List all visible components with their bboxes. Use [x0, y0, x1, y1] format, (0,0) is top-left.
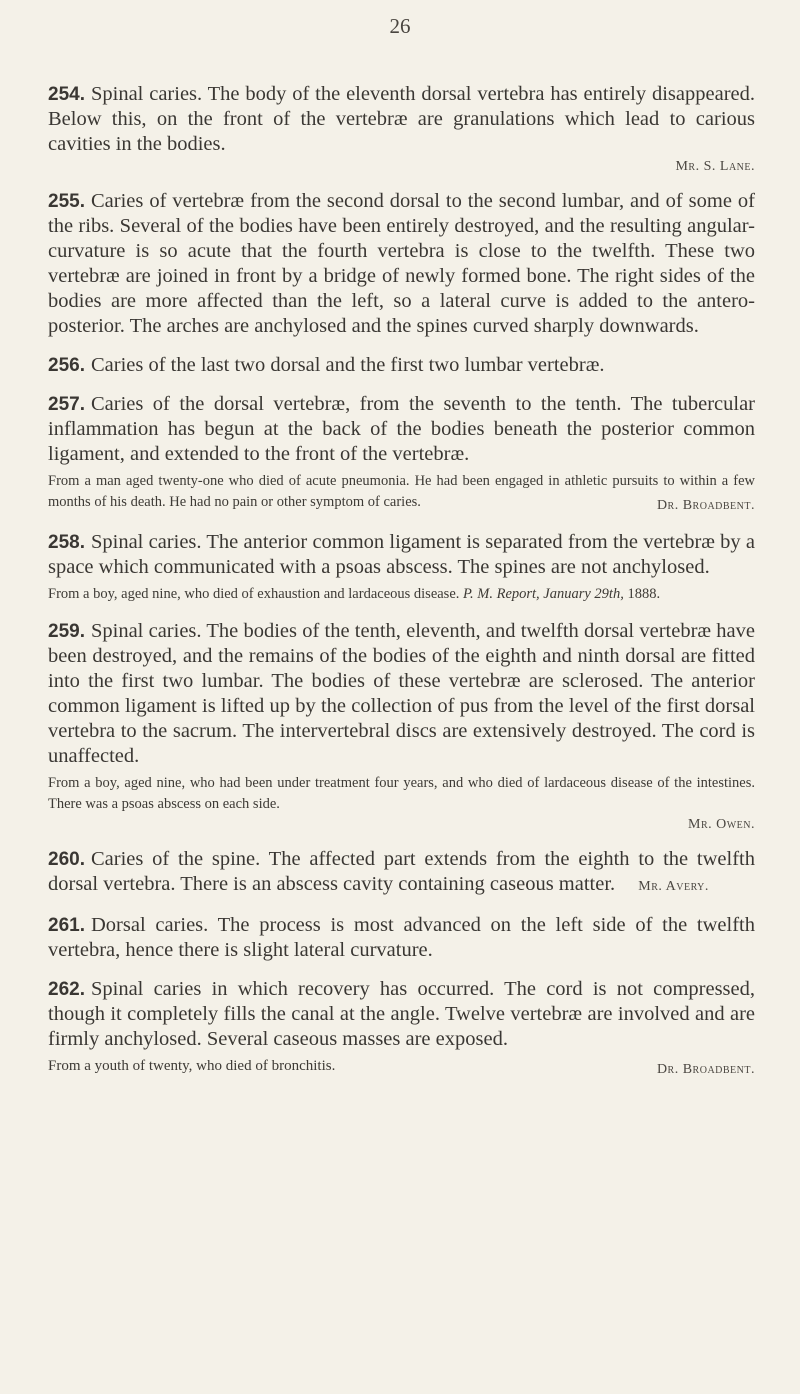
- note-report-reference: P. M. Report, January 29th,: [463, 586, 624, 602]
- entry-note: [48, 471, 755, 516]
- note-text: From a boy, aged nine, who died of exhaustion and lardaceous disease.: [48, 586, 460, 602]
- attribution: Mr. Avery.: [638, 879, 709, 894]
- entry-258: [48, 530, 755, 605]
- entry-259: [48, 619, 755, 833]
- entry-description: Caries of the dorsal vertebræ, from the seventh to the tenth. The tubercular inflammation has begun at the back of the bodies beneath the posterior common ligament, and extended to the front of the vertebræ.: [48, 393, 755, 465]
- entry-number: 255.: [48, 191, 85, 212]
- entry-text: [48, 189, 755, 339]
- entry-description: Caries of vertebræ from the second dorsal to the second lumbar, and of some of the ribs. Several of the bodies have been entirely destroyed, and the resulting angular-curvature is so acute that the fourth vertebra is close to the twelfth. These two vertebræ are joined in front by a bridge of newly formed bone. The right sides of the bodies are more affected than the left, so a lateral curve is added to the antero-posterior. The arches are anchylosed and the spines curved sharply downwards.: [48, 190, 755, 337]
- attribution: Dr. Broadbent.: [656, 498, 755, 513]
- entry-text: [48, 530, 755, 580]
- entry-description: Caries of the last two dorsal and the first two lumbar vertebræ.: [90, 354, 605, 376]
- entry-number: 256.: [48, 355, 85, 376]
- page-number: 26: [389, 14, 411, 38]
- attribution: Mr. S. Lane.: [675, 159, 755, 174]
- entry-note: From a boy, aged nine, who had been under treatment four years, and who died of lardaceous disease of the intestines. There was a psoas abscess on each side.: [48, 775, 755, 812]
- entry-262: [48, 977, 755, 1080]
- entry-text: [48, 847, 755, 899]
- attribution: Mr. Owen.: [688, 817, 755, 832]
- entry-note: [48, 1056, 755, 1080]
- entry-description: Caries of the spine. The affected part extends from the eighth to the twelfth dorsal vertebra. There is an abscess cavity containing caseous matter.: [48, 848, 755, 895]
- entry-number: 259.: [48, 621, 85, 642]
- entry-text: [48, 977, 755, 1052]
- entry-number: 258.: [48, 532, 85, 553]
- entry-description: Dorsal caries. The process is most advanced on the left side of the twelfth vertebra, hence there is slight lateral curvature.: [48, 914, 755, 961]
- entry-text: [48, 392, 755, 467]
- entry-254: [48, 82, 755, 175]
- entry-number: 260.: [48, 849, 85, 870]
- attribution: Dr. Broadbent.: [656, 1062, 755, 1077]
- entry-text: [48, 353, 755, 378]
- note-text: From a youth of twenty, who died of bronchitis.: [48, 1058, 336, 1074]
- entry-description: Spinal caries in which recovery has occurred. The cord is not compressed, though it completely fills the canal at the angle. Twelve vertebræ are involved and are firmly anchylosed. Several caseous masses are exposed.: [48, 978, 755, 1050]
- entry-261: [48, 913, 755, 963]
- entry-255: [48, 189, 755, 339]
- note-year: 1888.: [627, 586, 661, 602]
- entry-text: [48, 82, 755, 157]
- entry-description: Spinal caries. The body of the eleventh dorsal vertebra has entirely disappeared. Below this, on the front of the vertebræ are granulations which lead to carious cavities in the bodies.: [48, 83, 755, 155]
- entry-number: 261.: [48, 915, 85, 936]
- entry-note: [48, 584, 755, 605]
- note-text: From a man aged twenty-one who died of acute pneumonia. He had been engaged in athletic pursuits to within a few months of his death. He had no pain or other symptom of caries.: [48, 473, 755, 510]
- catalogue-entries: [48, 82, 755, 1094]
- entry-257: [48, 392, 755, 516]
- entry-number: 257.: [48, 394, 85, 415]
- entry-description: Spinal caries. The bodies of the tenth, eleventh, and twelfth dorsal vertebræ have been destroyed, and the remains of the bodies of the eighth and ninth dorsal are fitted into the first two lumbar. The bodies of these vertebræ are sclerosed. The anterior common ligament is lifted up by the collection of pus from the level of the first dorsal vertebra to the sacrum. The intervertebral discs are extensively destroyed. The cord is unaffected.: [48, 620, 755, 767]
- entry-260: [48, 847, 755, 899]
- entry-text: [48, 619, 755, 769]
- entry-number: 262.: [48, 979, 85, 1000]
- entry-text: [48, 913, 755, 963]
- entry-number: 254.: [48, 84, 85, 105]
- entry-description: Spinal caries. The anterior common ligament is separated from the vertebræ by a space which communicated with a psoas abscess. The spines are not anchylosed.: [48, 531, 755, 578]
- entry-256: [48, 353, 755, 378]
